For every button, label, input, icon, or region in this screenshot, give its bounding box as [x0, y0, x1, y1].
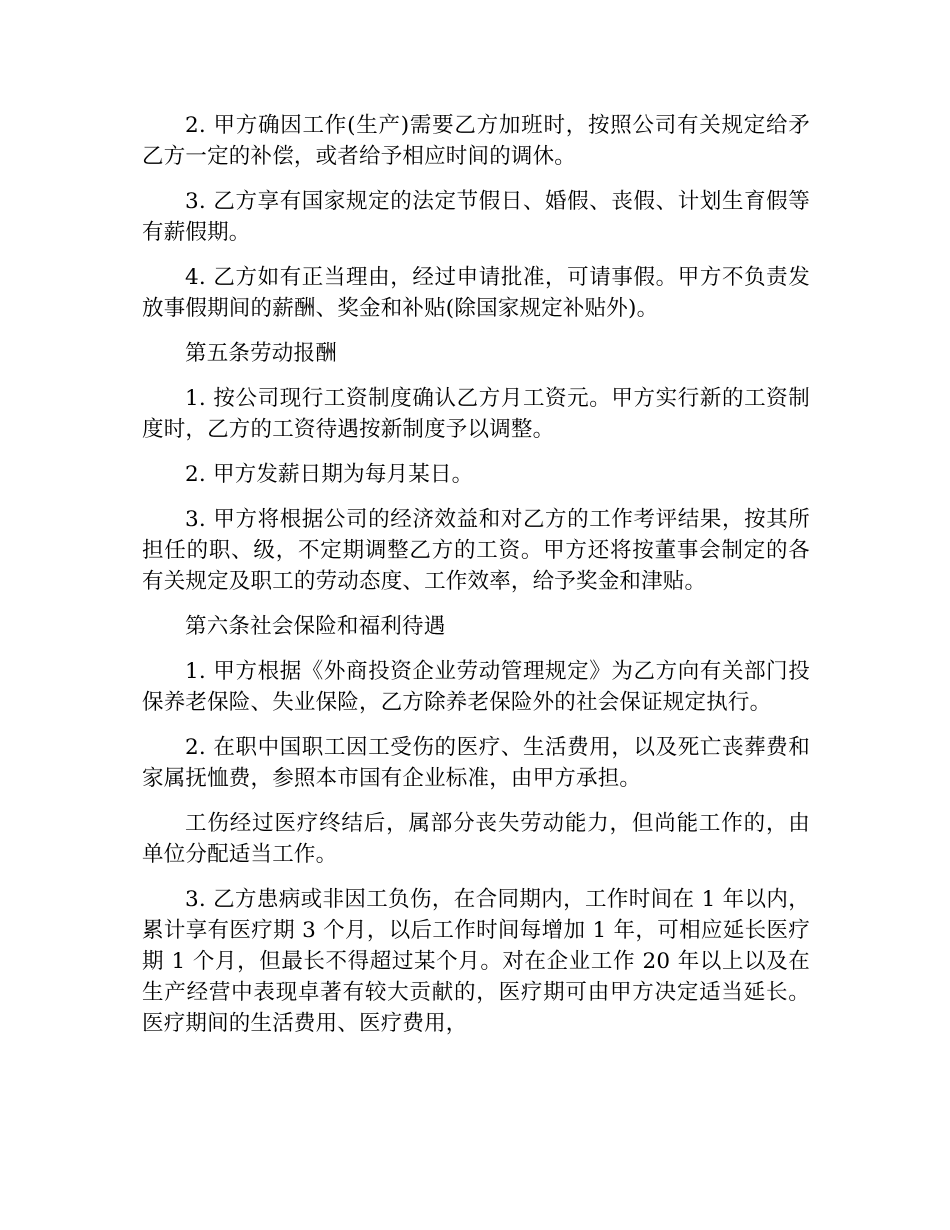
- paragraph-insurance: 1. 甲方根据《外商投资企业劳动管理规定》为乙方向有关部门投保养老保险、失业保险，乙方除养老保险外的社会保证规定执行。: [142, 659, 810, 715]
- paragraph-injury-work-assignment: 工伤经过医疗终结后，属部分丧失劳动能力，但尚能工作的，由单位分配适当工作。: [142, 811, 810, 867]
- paragraph-monthly-salary: 1. 按公司现行工资制度确认乙方月工资元。甲方实行新的工资制度时，乙方的工资待遇按新制度予以调整。: [142, 386, 810, 442]
- paragraph-overtime-compensation: 2. 甲方确因工作(生产)需要乙方加班时，按照公司有关规定给矛乙方一定的补偿，或者给予相应时间的调休。: [142, 113, 810, 169]
- section-heading-article-5: 第五条劳动报酬: [185, 341, 337, 366]
- paragraph-personal-leave: 4. 乙方如有正当理由，经过申请批准，可请事假。甲方不负责发放事假期间的薪酬、奖金和补贴(除国家规定补贴外)。: [142, 265, 810, 321]
- paragraph-paid-leave: 3. 乙方享有国家规定的法定节假日、婚假、丧假、计划生育假等有薪假期。: [142, 189, 810, 245]
- paragraph-payday: 2. 甲方发薪日期为每月某日。: [185, 462, 474, 487]
- paragraph-medical-period: 3. 乙方患病或非因工负伤，在合同期内，工作时间在 1 年以内，累计享有医疗期 3 个月，以后工作时间每增加 1 年，可相应延长医疗期 1 个月，但最长不得超过某个月。对在企业工作 20 年以上以及在生产经营中表现卓著有较大贡献的，医疗期可由甲方决定适当延长。医疗期间的生活费用、医疗费用，: [142, 887, 810, 1036]
- paragraph-work-injury: 2. 在职中国职工因工受伤的医疗、生活费用，以及死亡丧葬费和家属抚恤费，参照本市国有企业标准，由甲方承担。: [142, 735, 810, 791]
- paragraph-salary-adjustment: 3. 甲方将根据公司的经济效益和对乙方的工作考评结果，按其所担任的职、级，不定期调整乙方的工资。甲方还将按董事会制定的各有关规定及职工的劳动态度、工作效率，给予奖金和津贴。: [142, 507, 810, 594]
- document-page: [142, 110, 810, 1053]
- section-heading-article-6: 第六条社会保险和福利待遇: [185, 614, 446, 639]
